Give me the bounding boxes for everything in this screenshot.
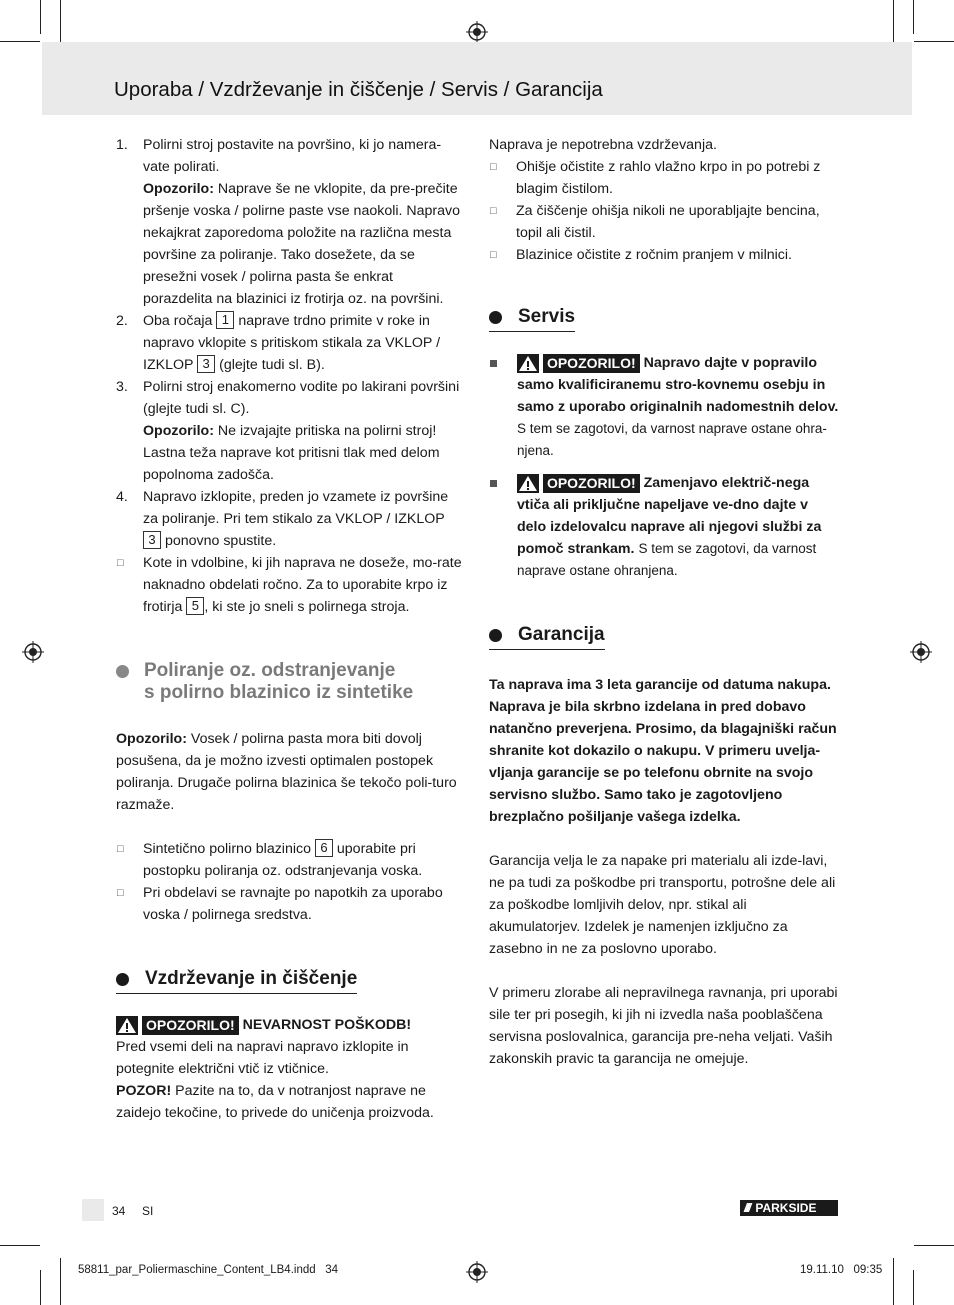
- heading-text: Vzdrževanje in čiščenje: [145, 968, 358, 989]
- step-3: [116, 376, 466, 486]
- tip-item: [116, 552, 466, 618]
- step-number: 1.: [116, 137, 128, 153]
- warning-triangle-icon: [116, 1016, 138, 1035]
- maintenance-caution: [116, 1080, 466, 1124]
- checkbox-bullet-icon: □: [490, 249, 497, 261]
- crop-mark: [60, 0, 61, 48]
- language-code: SI: [142, 1204, 154, 1218]
- heading-line: Poliranje oz. odstranjevanje: [144, 660, 396, 681]
- bullet-text: Blazinice očistite z ročnim pranjem v milnici.: [516, 247, 792, 263]
- header-band: [42, 42, 912, 115]
- maintenance-warning-text: Pred vsemi deli na napravi napravo izklopite in potegnite električni vtič iz vtičnice.: [116, 1039, 409, 1077]
- heading-text: Garancija: [518, 624, 605, 645]
- tip-text: Kote in vdolbine, ki jih naprava ne doseže, mo-rate naknadno obdelati ročno. Za to uporabite krpo iz frotirja: [143, 555, 462, 615]
- servis-warning-text: S tem se zagotovi, da varnost naprave ostane ohranjena.: [517, 541, 817, 578]
- warning-text: Naprave še ne vklopite, da pre-prečite pršenje voska / polirne paste vse naokoli. Napravo nekajkrat zaporedoma položite na različna mesta površine za poliranje. Tako dosežete, da se presežni vosek / polirna pasta še enkrat porazdelita na blazinici iz frotirja oz. na površini.: [143, 181, 461, 307]
- registration-mark-icon: [466, 1261, 488, 1283]
- crop-mark: [914, 1245, 954, 1246]
- section-heading-garancija: [489, 624, 605, 650]
- print-date: 19.11.10 09:35: [800, 1264, 883, 1276]
- warning-text: Ne izvajajte pritiska na polirni stroj! Lastna teža naprave kot pritisni tlak med delom popolnoma zadošča.: [143, 423, 440, 483]
- step-number: 3.: [116, 379, 128, 395]
- maintenance-bullet: [489, 244, 841, 266]
- tip-text: , ki ste jo sneli s polirnega stroja.: [204, 599, 410, 615]
- servis-warning-bold: Napravo dajte v popravilo samo kvalificiranemu stro-kovnemu osebju in samo z uporabo originalnih nadomestnih delov.: [517, 355, 839, 415]
- right-column: [489, 134, 841, 1070]
- step-text: Oba ročaja: [143, 313, 213, 329]
- servis-bullet: [489, 472, 841, 582]
- part-number-box: 3: [197, 355, 215, 373]
- crop-mark: [40, 1270, 41, 1305]
- servis-warning-text: S tem se zagotovi, da varnost naprave ostane ohra-njena.: [517, 421, 827, 458]
- polish-bullet: [116, 882, 466, 926]
- warranty-bold-paragraph: Ta naprava ima 3 leta garancije od datuma nakupa. Naprava je bila skrbno izdelana in pred dobavo natančno preverjena. Prosimo, da blagajniški račun shranite kot dokazilo o nakupu. V primeru uvelja-vljanja garancije se po telefonu obrnite na svojo servisno službo. Samo tako je zagotovljeno brezplačno pošiljanje vašega izdelka.: [489, 677, 837, 825]
- polish-warning: [116, 728, 466, 816]
- part-number-box: 6: [315, 839, 333, 857]
- step-text: Polirni stroj postavite na površino, ki jo namera-vate polirati.: [143, 137, 442, 175]
- maintenance-intro: Naprava je nepotrebna vzdrževanja.: [489, 137, 717, 153]
- part-number-box: 5: [186, 597, 204, 615]
- bullet-text: Ohišje očistite z rahlo vlažno krpo in po potrebi z blagim čistilom.: [516, 159, 821, 197]
- warning-tag: OPOZORILO!: [543, 354, 640, 373]
- step-text: Napravo izklopite, preden jo vzamete iz površine za poliranje. Pri tem stikalo za VKLOP / IZKLOP: [143, 489, 449, 527]
- bullet-dot-icon: [116, 973, 129, 986]
- warning-triangle-icon: [517, 354, 539, 373]
- registration-mark-icon: [910, 641, 932, 663]
- warning-label: Opozorilo:: [143, 181, 214, 197]
- registration-mark-icon: [466, 21, 488, 43]
- brand-slashes: ////: [744, 1201, 750, 1215]
- section-heading-maintenance: [116, 968, 357, 994]
- crop-mark: [60, 1258, 61, 1305]
- warning-text: Vosek / polirna pasta mora biti dovolj posušena, da je možno izvesti optimalen postopek poliranja. Drugače polirna blazinica še tekočo poli-turo razmaže.: [116, 731, 457, 813]
- warranty-paragraph: V primeru zlorabe ali nepravilnega ravnanja, pri uporabi sile ter pri posegih, ki jih ni izvedla naša pooblaščena servisna poslovalnica, garancija pre-neha veljati. Vaših zakonskih pravic ta garancija ne omejuje.: [489, 985, 838, 1067]
- heading-text: Servis: [518, 306, 576, 327]
- filled-square-icon: [490, 480, 497, 487]
- maintenance-bullet: [489, 156, 841, 200]
- warning-tag: OPOZORILO!: [142, 1016, 239, 1035]
- servis-warning-bold: Zamenjavo električ-nega vtiča ali priključne napeljave ve-dno dajte v delo izdelovalcu naprave ali njegovi službi za pomoč strankam.: [517, 475, 822, 557]
- maintenance-warning-row: [116, 1014, 466, 1036]
- bullet-dot-icon: [116, 665, 129, 678]
- heading-line: s polirno blazinico iz sintetike: [144, 682, 414, 703]
- bullet-dot-icon: [489, 311, 502, 324]
- step-text: Polirni stroj enakomerno vodite po lakirani površini (glejte tudi sl. C).: [143, 379, 460, 417]
- filled-square-icon: [490, 360, 497, 367]
- step-text: (glejte tudi sl. B).: [219, 357, 325, 373]
- warranty-paragraph: Garancija velja le za napake pri materialu ali izde-lavi, ne pa tudi za poškodbe pri transportu, potrošne dele ali za poškodbe lomljivih delov, npr. stikal ali akumulatorjev. Izdelek je namenjen izključno za zasebno in ne za poslovno uporabo.: [489, 853, 836, 957]
- bullet-text: Sintetično polirno blazinico: [143, 841, 311, 857]
- section-heading-servis: [489, 306, 575, 332]
- crop-mark: [0, 1245, 40, 1246]
- part-number-box: 3: [143, 531, 161, 549]
- section-heading-polishing: [116, 660, 466, 704]
- caution-label: POZOR!: [116, 1083, 172, 1099]
- step-text: naprave trdno primite v roke in napravo vklopite s pritiskom stikala za VKLOP / IZKLOP: [143, 313, 441, 373]
- registration-mark-icon: [22, 641, 44, 663]
- caution-text: Pazite na to, da v notranjost naprave ne zaidejo tekočine, to privede do uničenja proizvoda.: [116, 1083, 434, 1121]
- step-1: [116, 134, 466, 310]
- warning-tag: OPOZORILO!: [543, 474, 640, 493]
- crop-mark: [893, 1258, 894, 1305]
- checkbox-bullet-icon: □: [490, 161, 497, 173]
- page-number: 34: [112, 1204, 126, 1218]
- crop-mark: [913, 1270, 914, 1305]
- part-number-box: 1: [216, 311, 234, 329]
- checkbox-bullet-icon: □: [117, 843, 124, 855]
- step-number: 2.: [116, 313, 128, 329]
- warning-triangle-icon: [517, 474, 539, 493]
- footer-tab: [82, 1199, 104, 1221]
- warning-label: Opozorilo:: [143, 423, 214, 439]
- brand-name: PARKSIDE: [755, 1201, 817, 1215]
- step-4: [116, 486, 466, 552]
- bullet-text: uporabite pri postopku poliranja oz. odstranjevanja voska.: [143, 841, 423, 879]
- checkbox-bullet-icon: □: [117, 557, 124, 569]
- warning-label: Opozorilo:: [116, 731, 187, 747]
- checkbox-bullet-icon: □: [490, 205, 497, 217]
- crop-mark: [40, 0, 41, 34]
- crop-mark: [893, 0, 894, 48]
- parkside-logo: [740, 1200, 838, 1216]
- warning-heading: NEVARNOST POŠKODB!: [242, 1017, 412, 1033]
- servis-bullet: [489, 352, 841, 462]
- bullet-dot-icon: [489, 629, 502, 642]
- file-slug: 58811_par_Poliermaschine_Content_LB4.indd 34: [78, 1264, 339, 1276]
- crop-mark: [0, 41, 40, 42]
- step-text: ponovno spustite.: [164, 533, 277, 549]
- maintenance-bullet: [489, 200, 841, 244]
- bullet-text: Za čiščenje ohišja nikoli ne uporabljajte bencina, topil ali čistil.: [516, 203, 820, 241]
- left-column: [116, 134, 466, 1124]
- crop-mark: [914, 41, 954, 42]
- step-2: [116, 310, 466, 376]
- polish-bullet: [116, 838, 466, 882]
- page-title: Uporaba / Vzdrževanje in čiščenje / Servis / Garancija: [114, 78, 603, 101]
- crop-mark: [913, 0, 914, 34]
- checkbox-bullet-icon: □: [117, 887, 124, 899]
- bullet-text: Pri obdelavi se ravnajte po napotkih za uporabo voska / polirnega sredstva.: [143, 885, 443, 923]
- step-number: 4.: [116, 489, 128, 505]
